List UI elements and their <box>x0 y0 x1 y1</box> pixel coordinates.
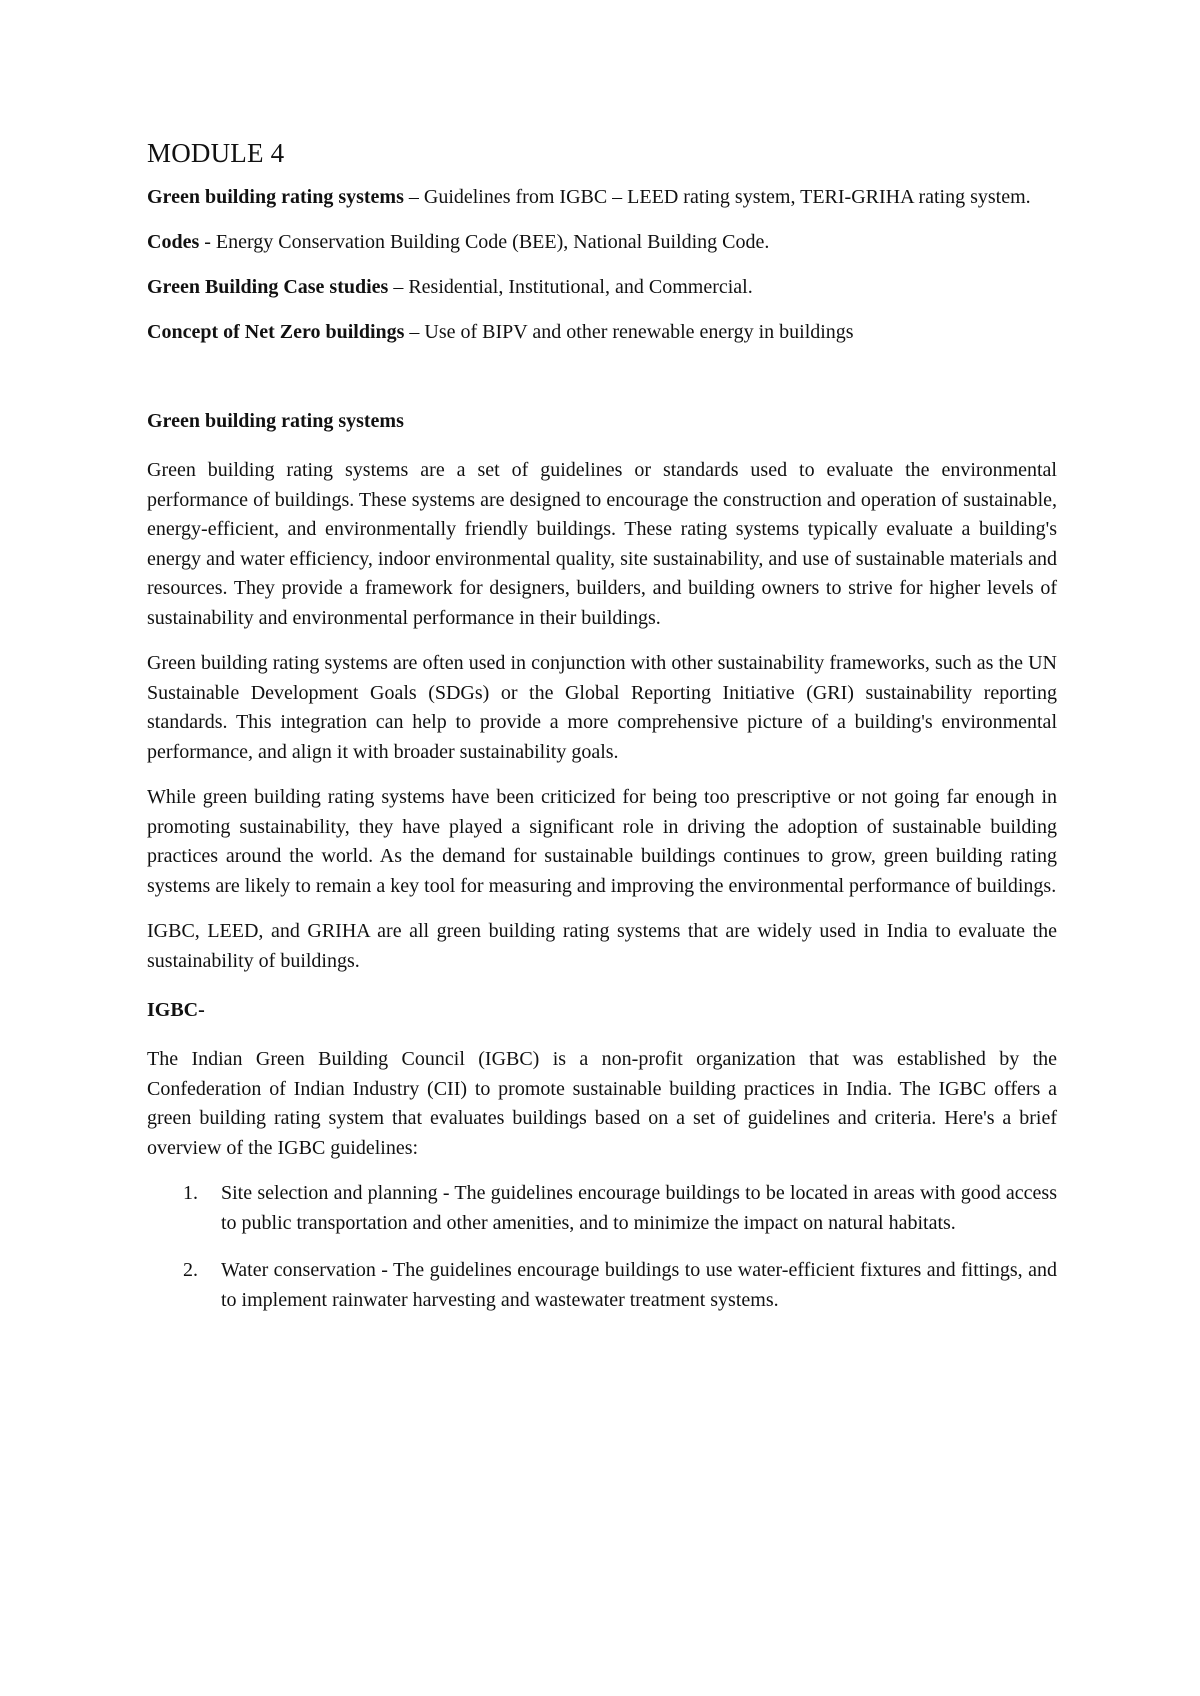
topic-net-zero <box>147 318 1057 347</box>
list-item-text: Site selection and planning - The guidelines encourage buildings to be located in areas with good access to public transportation and other amenities, and to minimize the impact on natural habitats. <box>221 1182 1057 1234</box>
paragraph: While green building rating systems have been criticized for being too prescriptive or not going far enough in promoting sustainability, they have played a significant role in driving the adoption of sustainable building practices around the world. As the demand for sustainable buildings continues to grow, green building rating systems are likely to remain a key tool for measuring and improving the environmental performance of buildings. <box>147 786 1057 897</box>
topic-head: Codes <box>147 231 200 253</box>
topic-rating-systems <box>147 183 1057 212</box>
topic-separator: – <box>388 276 409 298</box>
igbc-intro: The Indian Green Building Council (IGBC) is a non-profit organization that was established by the Confederation of Indian Industry (CII) to promote sustainable building practices in India. The IGBC offers a green building rating system that evaluates buildings based on a set of guidelines and criteria. Here's a brief overview of the IGBC guidelines: <box>147 1048 1057 1159</box>
topic-separator: – <box>403 186 424 208</box>
list-item <box>147 1179 1057 1238</box>
document-page <box>147 138 1057 1333</box>
topic-head: Green Building Case studies <box>147 276 389 298</box>
topic-head: Concept of Net Zero buildings <box>147 321 405 343</box>
topic-head: Green building rating systems <box>147 186 404 208</box>
paragraph: Green building rating systems are a set of guidelines or standards used to evaluate the environmental performance of buildings. These systems are designed to encourage the construction and operation of sustainable, energy-efficient, and environmentally friendly buildings. These rating systems typically evaluate a building's energy and water efficiency, indoor environmental quality, site sustainability, and use of sustainable materials and resources. They provide a framework for designers, builders, and building owners to strive for higher levels of sustainability and environmental performance in their buildings. <box>147 459 1057 629</box>
list-item-number: 1. <box>183 1182 198 1204</box>
module-title: MODULE 4 <box>147 138 285 168</box>
paragraph: IGBC, LEED, and GRIHA are all green building rating systems that are widely used in India to evaluate the sustainability of buildings. <box>147 920 1057 972</box>
topic-case-studies <box>147 273 1057 302</box>
paragraph: Green building rating systems are often used in conjunction with other sustainability frameworks, such as the UN Sustainable Development Goals (SDGs) or the Global Reporting Initiative (GRI) sustainability reporting standards. This integration can help to provide a more comprehensive picture of a building's environmental performance, and align it with broader sustainability goals. <box>147 652 1057 763</box>
topic-body: Use of BIPV and other renewable energy in buildings <box>424 321 854 343</box>
list-item <box>147 1256 1057 1315</box>
topic-separator: – <box>404 321 425 343</box>
topic-body: Residential, Institutional, and Commercial. <box>408 276 753 298</box>
topic-body: Guidelines from IGBC – LEED rating system, TERI-GRIHA rating system. <box>423 186 1031 208</box>
list-item-number: 2. <box>183 1259 198 1281</box>
topic-codes <box>147 228 1057 257</box>
section-heading: Green building rating systems <box>147 410 404 432</box>
topic-body: Energy Conservation Building Code (BEE), National Building Code. <box>215 231 770 253</box>
guidelines-list <box>147 1179 1057 1315</box>
igbc-heading: IGBC- <box>147 999 205 1021</box>
topic-separator: - <box>199 231 216 253</box>
list-item-text: Water conservation - The guidelines encourage buildings to use water-efficient fixtures and fittings, and to implement rainwater harvesting and wastewater treatment systems. <box>221 1259 1057 1311</box>
